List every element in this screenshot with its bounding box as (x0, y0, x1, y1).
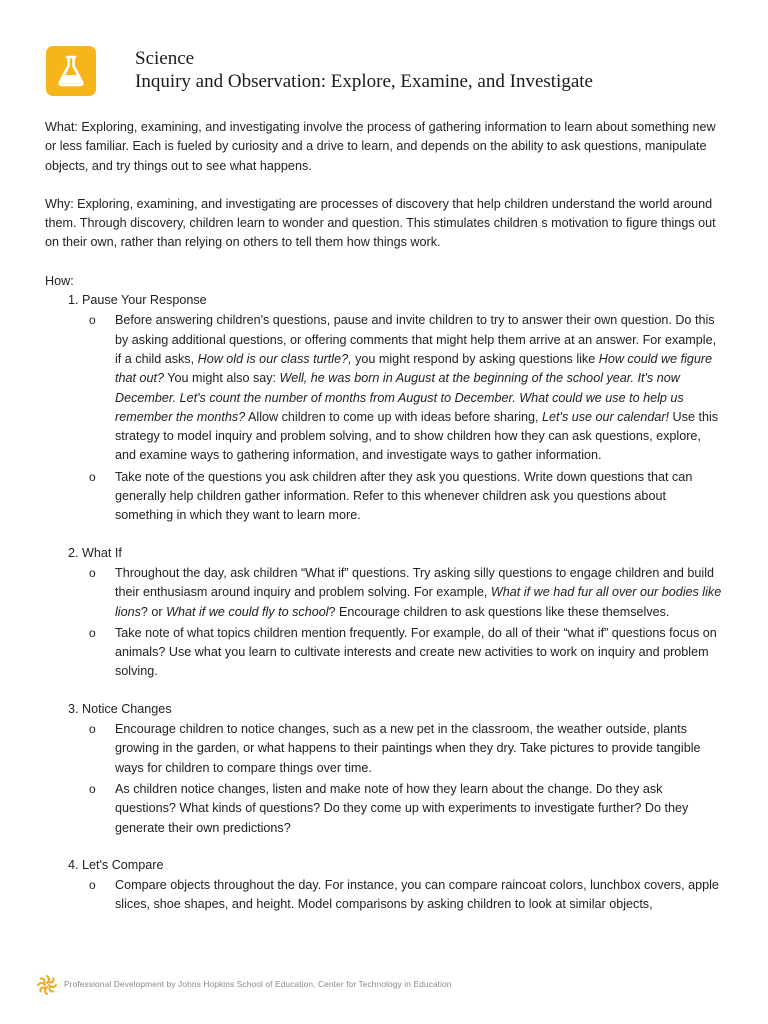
section-title: 4. Let's Compare (68, 857, 164, 872)
list-item (115, 311, 725, 465)
bullet-text: As children notice changes, listen and make note of how they learn about the change. Do they ask questions? What kinds of questions? Do they come up with experiments to investigate further? Do they generate their own predictions? (115, 781, 689, 835)
what-paragraph: What: Exploring, examining, and investigating involve the process of gathering information to learn about something new or less familiar. Each is fueled by curiosity and a drive to learn, and depends on the ability to ask questions, manipulate objects, and try things out to see what happens. (45, 120, 716, 173)
section-title: 1. Pause Your Response (68, 293, 207, 308)
bullet-italic: Let's use our calendar! (542, 409, 670, 424)
bullet-text: Encourage children to notice changes, such as a new pet in the classroom, the weather outside, plants growing in the garden, or what happens to their paintings when they dry. Take pictures to provide tangible ways for children to compare things over time. (115, 722, 701, 775)
bullet-text: Take note of what topics children mention frequently. For example, do all of their “what if” questions focus on animals? Use what you learn to cultivate interests and create new activities to work on inquiry and problem solving. (115, 625, 717, 679)
bullet-text: Compare objects throughout the day. For instance, you can compare raincoat colors, lunchbox covers, apple slices, shoe shapes, and height. Model comparisons by asking children to look at similar objects, (115, 878, 719, 912)
bullet-text: Throughout the day, ask children “What if” questions. Try asking silly questions to engage children and build their enthusiasm around inquiry and problem solving. For example, (115, 565, 715, 600)
flask-icon (46, 46, 96, 96)
list-item (115, 624, 725, 682)
bullet-text: Before answering children's questions, pause and invite children to try to answer their own question. Do this by asking additional questions, or offering comments that might help them arrive at an answer. For example, if a child asks, (115, 313, 717, 366)
bullet-text: You might also say: (164, 371, 280, 386)
bullet-text: Take note of the questions you ask children after they ask you questions. Write down questions that can generally help children gather information. Refer to this whenever children ask you questions about something in which they want to learn more. (115, 469, 693, 523)
page-title: Inquiry and Observation: Explore, Examine, and Investigate (135, 71, 593, 92)
bullet-text: ? or (140, 604, 167, 619)
list-item (115, 564, 725, 622)
title-block (135, 48, 593, 94)
list-item (115, 876, 725, 915)
bullet-italic: How old is our class turtle?, (197, 351, 352, 366)
sunburst-logo-icon (36, 974, 58, 996)
bullet-italic: How could we figure that out? (115, 351, 713, 386)
bullet-italic: What if we had fur all over our bodies like lions (115, 585, 722, 619)
list-item (115, 720, 725, 778)
bullet-italic: What if we could fly to school (166, 604, 329, 619)
list-item (115, 780, 725, 838)
footer-text: Professional Development by Johns Hopkins School of Education, Center for Technology in Education (64, 979, 452, 989)
section-title: 3. Notice Changes (68, 701, 172, 716)
bullet-list (45, 564, 725, 682)
bullet-text: you might respond by asking questions like (351, 351, 599, 366)
bullet-text: Use this strategy to model inquiry and problem solving, and to show children how they can ask questions, explore, and examine ways to gathering information, and investigate ways to gather information. (115, 409, 719, 463)
bullet-italic: Well, he was born in August at the beginning of the school year. It's now December. Let's count the number of months from August to December. What could we use to help us remember the months? (115, 371, 684, 424)
bullet-list (45, 876, 725, 915)
bullet-text: Allow children to come up with ideas before sharing, (245, 409, 543, 424)
document-body (45, 118, 725, 917)
bullet-list (45, 720, 725, 838)
how-label: How: (45, 273, 74, 288)
subject-heading: Science (135, 48, 195, 69)
list-item (115, 468, 725, 526)
bullet-text: ? Encourage children to ask questions like these themselves. (328, 604, 670, 619)
section-title: 2. What If (68, 545, 122, 560)
why-paragraph: Why: Exploring, examining, and investigating are processes of discovery that help children understand the world around them. Through discovery, children learn to wonder and question. This stimulates children s motivation to figure things out on their own, rather than relying on others to tell them how things work. (45, 196, 716, 250)
bullet-list (45, 311, 725, 525)
